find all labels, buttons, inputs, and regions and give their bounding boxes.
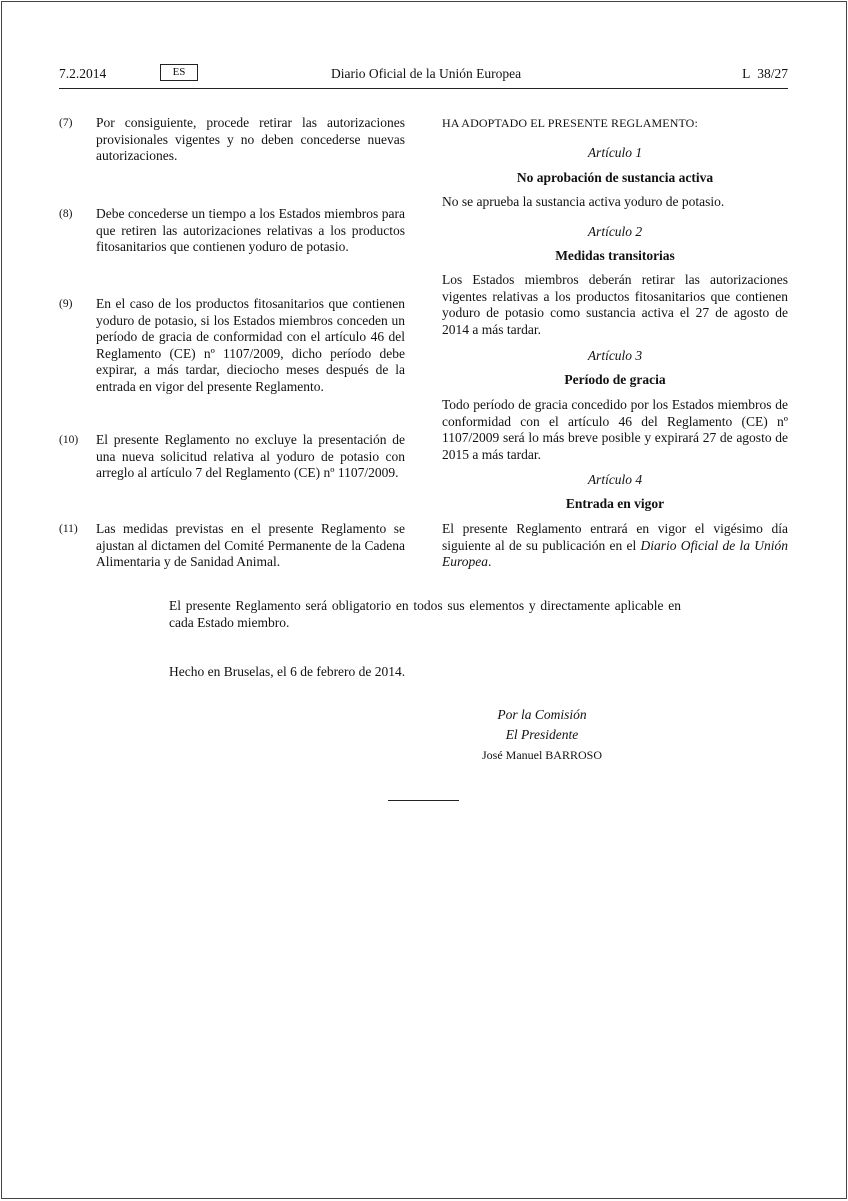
journal-header	[59, 64, 788, 89]
recital-text: El presente Reglamento no excluye la presentación de una nueva solicitud relativa al yoduro de potasio con arreglo al artículo 7 del Reglamento (CE) nº 1107/2009.	[96, 432, 405, 480]
article-2-number: Artículo 2	[587, 224, 643, 239]
recital-number: (9)	[59, 298, 73, 310]
recital-7	[59, 115, 405, 165]
adoption-statement: HA ADOPTADO EL PRESENTE REGLAMENTO:	[442, 116, 698, 130]
publication-date: 7.2.2014	[59, 66, 107, 81]
recital-text: Por consiguiente, procede retirar las autorizaciones provisionales vigentes y no deben concederse nuevas autorizaciones.	[96, 115, 405, 163]
article-1-text: No se aprueba la sustancia activa yoduro de potasio.	[442, 194, 725, 209]
article-2-title: Medidas transitorias	[555, 248, 675, 263]
article-4-text-end: .	[488, 554, 492, 569]
article-4-text	[442, 521, 788, 571]
recital-text: Las medidas previstas en el presente Reglamento se ajustan al dictamen del Comité Permanente de la Cadena Alimentaria y de Sanidad Animal.	[96, 521, 405, 569]
recital-9	[59, 296, 405, 395]
signatory-name: José Manuel BARROSO	[481, 748, 602, 762]
article-1-title: No aprobación de sustancia activa	[516, 170, 714, 185]
recital-11	[59, 521, 405, 571]
article-4-number: Artículo 4	[587, 472, 643, 487]
page-reference: L 38/27	[742, 66, 788, 81]
recital-number: (8)	[59, 208, 73, 220]
recital-text: Debe concederse un tiempo a los Estados miembros para que retiren las autorizaciones relativas a los productos fitosanitarios que contienen yoduro de potasio.	[96, 206, 405, 254]
recital-number: (10)	[59, 434, 79, 446]
article-3-number: Artículo 3	[587, 348, 643, 363]
recital-text: En el caso de los productos fitosanitarios que contienen yoduro de potasio, si los Estados miembros conceden un período de gracia de conformidad con el artículo 46 del Reglamento (CE) nº 1107/2009, dicho período debe expirar, a más tardar, dieciocho meses después de la entrada en vigor del presente Reglamento.	[96, 296, 405, 394]
recital-10	[59, 432, 405, 482]
language-badge: ES	[160, 64, 198, 81]
article-4-text-start: El presente Reglamento entrará en vigor el vigésimo día siguiente al de su publicación en el	[442, 521, 788, 553]
article-3-text: Todo período de gracia concedido por los Estados miembros de conformidad con el artículo 46 del Reglamento (CE) nº 1107/2009 será lo más breve posible y expirará 27 de agosto de 2015 a más tardar.	[442, 397, 788, 462]
journal-name-italic: Diario Oficial de la Unión Europea	[442, 537, 788, 569]
article-4-title: Entrada en vigor	[565, 496, 665, 511]
recital-number: (7)	[59, 117, 73, 129]
article-3-title: Período de gracia	[564, 372, 666, 387]
recital-8	[59, 206, 405, 256]
signature-block	[442, 705, 642, 765]
article-2-text: Los Estados miembros deberán retirar las autorizaciones vigentes relativas a los productos fitosanitarios que contienen yoduro de potasio como sustancia activa el 27 de agosto de 2014 a más tardar.	[442, 272, 788, 337]
journal-title: Diario Oficial de la Unión Europea	[331, 66, 522, 81]
signature-role: El Presidente	[505, 727, 579, 742]
article-1-number: Artículo 1	[587, 145, 643, 160]
end-rule	[388, 800, 459, 801]
done-at-line: Hecho en Bruselas, el 6 de febrero de 2014.	[169, 664, 406, 679]
binding-clause: El presente Reglamento será obligatorio en todos sus elementos y directamente aplicable en cada Estado miembro.	[169, 598, 681, 630]
recital-number: (11)	[59, 523, 78, 535]
document-page	[1, 1, 847, 1199]
signature-for: Por la Comisión	[497, 707, 587, 722]
